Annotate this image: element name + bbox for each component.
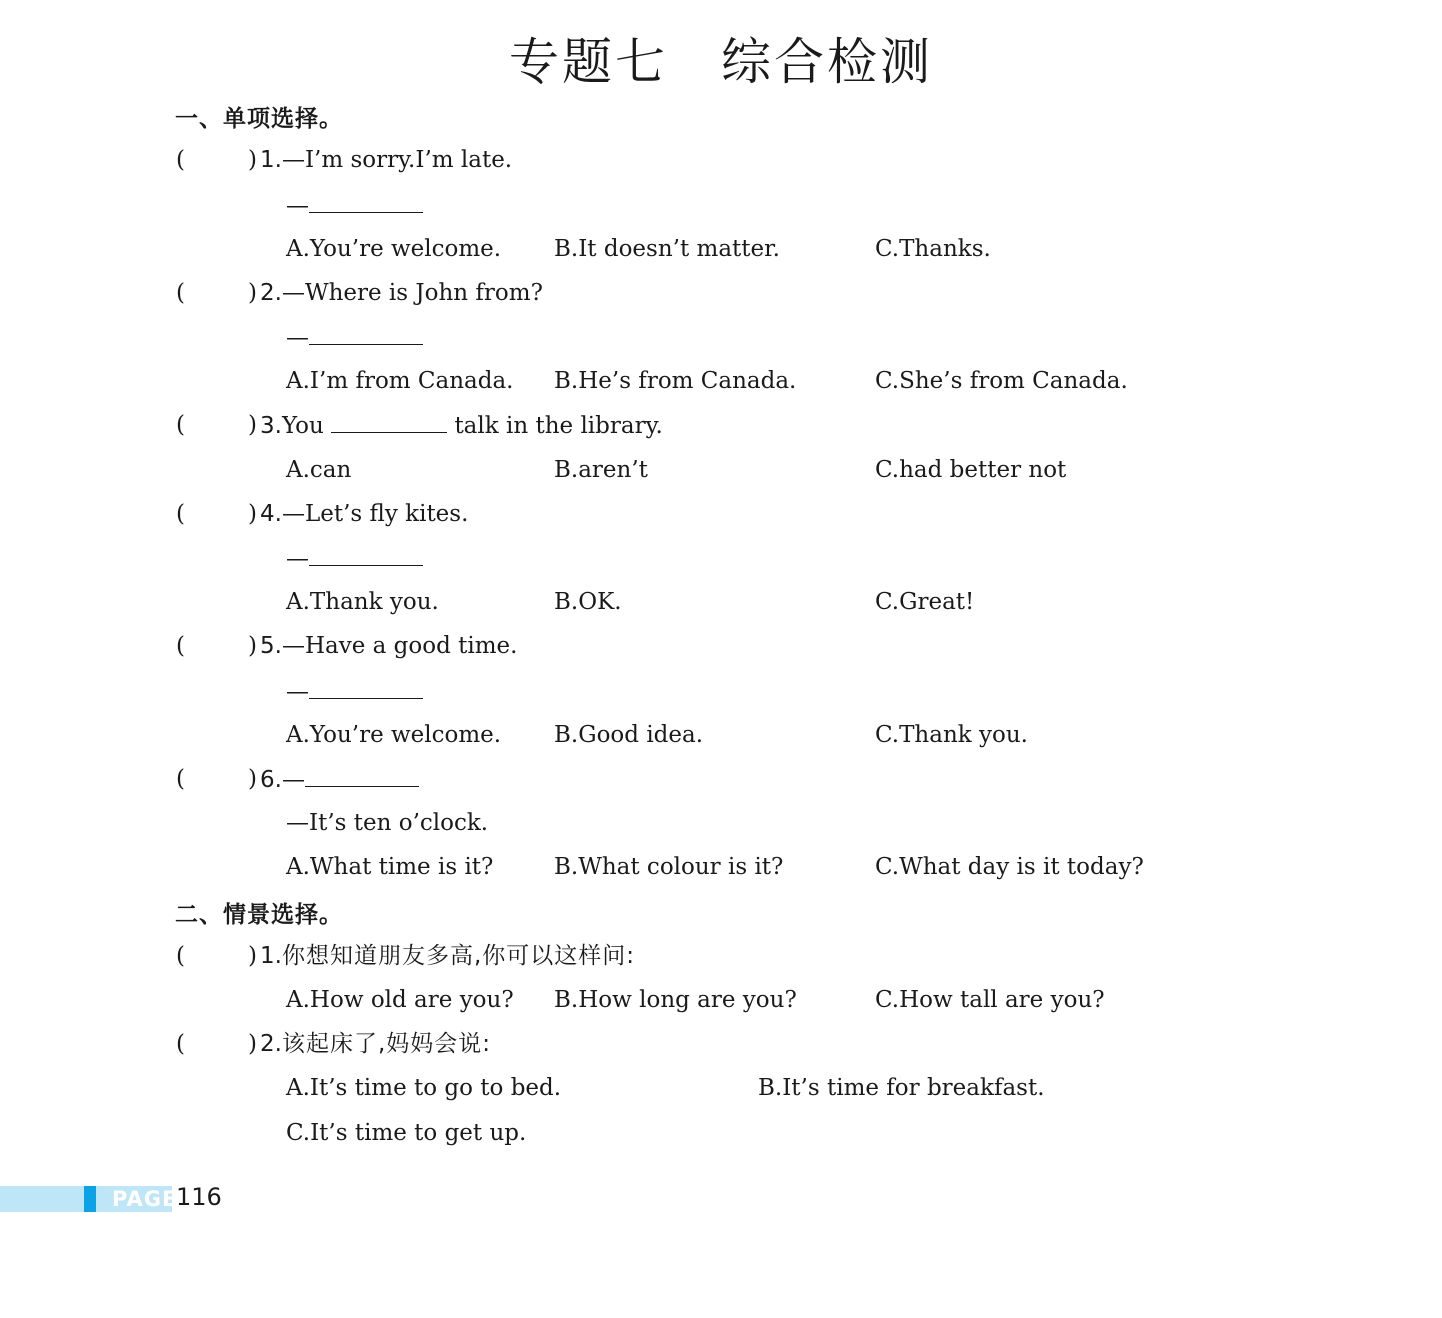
page-footer-tab xyxy=(84,1186,96,1212)
question-1-6 xyxy=(260,764,419,795)
reply-dash: — xyxy=(286,679,309,705)
answer-paren-open: ( xyxy=(176,943,185,969)
option-c: C.It’s time to get up. xyxy=(286,1120,527,1146)
question-number: 2. xyxy=(260,280,282,306)
option-b: B.aren’t xyxy=(554,457,648,483)
reply-line-1-1 xyxy=(286,190,423,221)
question-number: 1. xyxy=(260,147,282,173)
answer-paren-open: ( xyxy=(176,280,185,306)
question-number: 4. xyxy=(260,501,282,527)
answer-blank[interactable] xyxy=(309,322,423,345)
question-stem: 你想知道朋友多高,你可以这样问: xyxy=(281,943,636,969)
question-number: 1. xyxy=(260,943,282,969)
option-b: B.OK. xyxy=(554,589,622,615)
option-c: C.What day is it today? xyxy=(875,854,1144,880)
reply-dash: — xyxy=(286,325,309,351)
section-heading-2: 二、情景选择。 xyxy=(175,902,343,928)
reply-line-1-2 xyxy=(286,322,423,353)
answer-paren-close: ) xyxy=(248,280,257,306)
option-b: B.It’s time for breakfast. xyxy=(758,1075,1045,1101)
question-stem: —Where is John from? xyxy=(281,280,543,306)
answer-paren-open: ( xyxy=(176,766,185,792)
question-stem: — xyxy=(281,767,305,793)
question-1-3 xyxy=(260,410,663,441)
section-heading-1: 一、单项选择。 xyxy=(175,106,343,132)
option-c: C.had better not xyxy=(875,457,1067,483)
option-a: A.What time is it? xyxy=(286,854,494,880)
reply-line-1-6: —It’s ten o’clock. xyxy=(286,810,489,836)
question-stem-pre: You xyxy=(281,413,324,439)
question-1-4 xyxy=(260,499,468,529)
answer-paren-open: ( xyxy=(176,412,185,438)
option-a: A.Thank you. xyxy=(286,589,439,615)
answer-blank[interactable] xyxy=(309,676,423,699)
question-number: 3. xyxy=(260,413,282,439)
answer-blank[interactable] xyxy=(309,543,423,566)
option-a: A.I’m from Canada. xyxy=(286,368,514,394)
question-stem: 该起床了,妈妈会说: xyxy=(281,1031,492,1057)
question-number: 6. xyxy=(260,767,282,793)
reply-line-1-5 xyxy=(286,676,423,707)
question-1-2 xyxy=(260,278,543,308)
question-1-5 xyxy=(260,631,517,661)
option-b: B.Good idea. xyxy=(554,722,704,748)
answer-paren-open: ( xyxy=(176,147,185,173)
reply-dash: — xyxy=(286,546,309,572)
page-label: PAGE xyxy=(112,1187,178,1211)
question-2-1 xyxy=(260,941,635,971)
question-stem: —I’m sorry.I’m late. xyxy=(281,147,513,173)
answer-blank[interactable] xyxy=(331,410,447,433)
page-number: 116 xyxy=(176,1183,222,1211)
question-2-2 xyxy=(260,1029,491,1059)
question-1-1 xyxy=(260,145,512,175)
answer-paren-open: ( xyxy=(176,633,185,659)
question-number: 2. xyxy=(260,1031,282,1057)
option-c: C.She’s from Canada. xyxy=(875,368,1128,394)
answer-blank[interactable] xyxy=(305,764,419,787)
option-a: A.You’re welcome. xyxy=(286,722,502,748)
answer-paren-close: ) xyxy=(248,766,257,792)
question-number: 5. xyxy=(260,633,282,659)
answer-paren-close: ) xyxy=(248,501,257,527)
reply-dash: — xyxy=(286,193,309,219)
page-title: 专题七 综合检测 xyxy=(509,33,933,91)
answer-paren-close: ) xyxy=(248,412,257,438)
answer-paren-close: ) xyxy=(248,633,257,659)
answer-paren-open: ( xyxy=(176,501,185,527)
option-c: C.Thanks. xyxy=(875,236,991,262)
option-b: B.It doesn’t matter. xyxy=(554,236,780,262)
answer-paren-open: ( xyxy=(176,1031,185,1057)
question-stem: —Let’s fly kites. xyxy=(281,501,469,527)
option-b: B.He’s from Canada. xyxy=(554,368,797,394)
option-a: A.can xyxy=(286,457,352,483)
answer-blank[interactable] xyxy=(309,190,423,213)
option-c: C.How tall are you? xyxy=(875,987,1105,1013)
option-c: C.Great! xyxy=(875,589,975,615)
question-stem-post: talk in the library. xyxy=(454,413,663,439)
question-stem: —Have a good time. xyxy=(281,633,518,659)
answer-paren-close: ) xyxy=(248,943,257,969)
reply-line-1-4 xyxy=(286,543,423,574)
option-a: A.You’re welcome. xyxy=(286,236,502,262)
option-b: B.What colour is it? xyxy=(554,854,784,880)
option-a: A.How old are you? xyxy=(286,987,514,1013)
option-a: A.It’s time to go to bed. xyxy=(286,1075,562,1101)
answer-paren-close: ) xyxy=(248,147,257,173)
option-b: B.How long are you? xyxy=(554,987,797,1013)
option-c: C.Thank you. xyxy=(875,722,1028,748)
answer-paren-close: ) xyxy=(248,1031,257,1057)
